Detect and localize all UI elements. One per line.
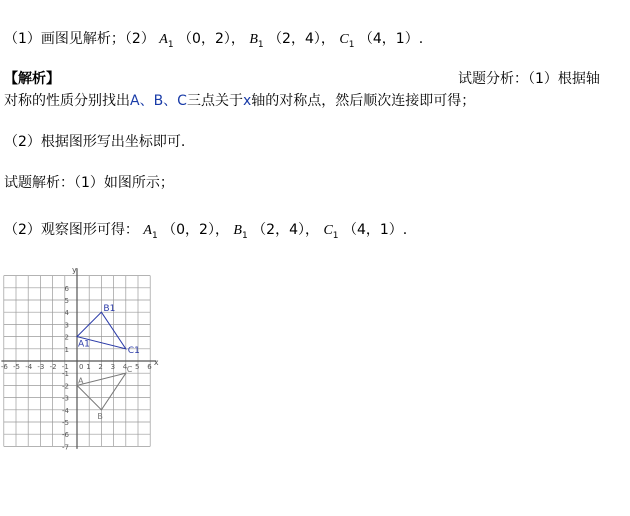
x-tick-label: 6 <box>147 363 152 371</box>
solution-prefix: （2）观察图形可得： <box>4 222 139 238</box>
analysis-line-2-b: 三点关于 <box>186 93 243 109</box>
analysis-line-3: （2）根据图形写出坐标即可. <box>4 134 186 150</box>
sol-point-c1-label: C <box>323 223 333 238</box>
x-tick-label: 2 <box>98 363 103 371</box>
point-a1-label: A <box>159 32 168 47</box>
sol-point-a1-sub: 1 <box>151 231 158 241</box>
analysis-intro: 试题分析：（1）根据轴 <box>458 71 600 87</box>
x-tick-label: 4 <box>122 363 128 371</box>
x-tick-label: -6 <box>0 363 8 371</box>
label-c1: C1 <box>127 345 140 356</box>
point-a1-coord: （0，2）， <box>178 31 245 47</box>
y-tick-label: 3 <box>64 321 69 330</box>
coordinate-graph-svg <box>0 262 162 452</box>
sol-point-c1-sub: 1 <box>332 231 339 241</box>
label-b: B <box>97 411 103 421</box>
label-c: C <box>126 365 133 375</box>
label-b1: B1 <box>103 304 116 315</box>
point-c1-coord: （4，1）. <box>358 31 424 47</box>
x-tick-label: 3 <box>110 363 116 371</box>
x-tick-label: -3 <box>37 363 45 371</box>
y-tick-label: -2 <box>62 382 69 391</box>
sol-point-c1-coord: （4，1）. <box>342 222 408 238</box>
point-b1-coord: （2，4）， <box>268 31 335 47</box>
solution-line-1: 试题解析：（1）如图所示； <box>4 175 174 191</box>
sol-point-b1-sub: 1 <box>241 231 248 241</box>
y-tick-label: 4 <box>64 309 69 318</box>
sol-point-b1-label: B <box>233 223 242 238</box>
answer-prefix: （1）画图见解析；（2） <box>4 31 155 47</box>
y-tick-label: 1 <box>64 345 69 354</box>
point-b1-label: B <box>249 32 258 47</box>
x-tick-label: 1 <box>86 363 91 371</box>
analysis-line-2 <box>4 90 475 110</box>
sol-point-a1-coord: （0，2）， <box>162 222 229 238</box>
y-tick-label: 2 <box>64 333 69 342</box>
x-tick-label: -4 <box>25 363 33 371</box>
question-answer-line <box>4 28 423 50</box>
origin-label: 0 <box>79 363 84 371</box>
y-tick-label: -3 <box>62 394 69 403</box>
analysis-x: x <box>242 93 252 109</box>
y-tick-label: 6 <box>64 284 69 293</box>
point-c1-sub: 1 <box>348 40 355 50</box>
point-a1-sub: 1 <box>167 40 174 50</box>
point-c1-label: C <box>339 32 349 47</box>
analysis-points: A、B、C <box>130 93 187 109</box>
label-a: A <box>78 376 84 386</box>
solution-line-2 <box>4 219 407 241</box>
coordinate-graph <box>0 262 162 452</box>
y-tick-label: -5 <box>62 419 69 427</box>
x-tick-label: -1 <box>61 363 69 371</box>
sol-point-a1-label: A <box>143 223 152 238</box>
sol-point-b1-coord: （2，4）， <box>252 222 319 238</box>
y-tick-label: -6 <box>62 431 69 440</box>
label-a1: A1 <box>78 339 90 350</box>
y-tick-label: 5 <box>64 297 69 305</box>
y-tick-label: -7 <box>62 443 69 452</box>
point-b1-sub: 1 <box>257 40 264 50</box>
analysis-header: 【解析】 <box>4 71 60 87</box>
x-axis-label: x <box>153 358 159 367</box>
y-tick-label: -1 <box>62 370 69 379</box>
x-tick-label: -5 <box>13 363 20 371</box>
y-axis-label: y <box>72 265 77 275</box>
analysis-line-2-c: 轴的对称点，然后顺次连接即可得； <box>251 93 476 109</box>
y-tick-label: -4 <box>62 406 69 415</box>
x-tick-label: -2 <box>49 363 57 371</box>
analysis-line-2-a: 对称的性质分别找出 <box>4 93 130 109</box>
x-tick-label: 5 <box>135 363 140 371</box>
